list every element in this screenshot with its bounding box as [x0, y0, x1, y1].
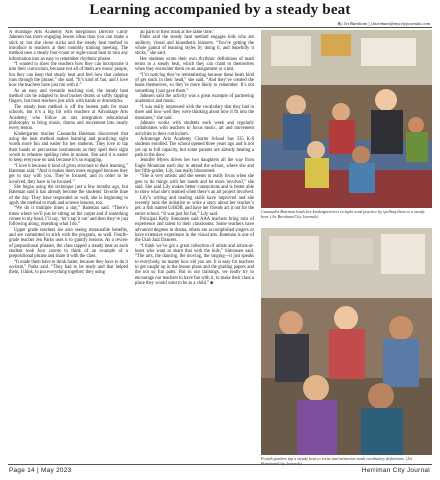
classroom-photo-fourth-grade [261, 228, 432, 455]
publication-name: Herriman City Journal [361, 467, 430, 474]
article-paragraph: “She is very artistic and she seems to really focus when she gets to do things with her hands and be more involved,” she said. She said Lily makes better connections and is better able to show what she’s learned when there’s an art project involved. [135, 174, 254, 196]
page-folio: Page 14 | May 2023 [9, 467, 72, 474]
article-paragraph: “I wanted to show the teachers how they can incorporate it into their curriculum, because not all of them are music people, but they can keep that steady beat and feel how that cadence runs through the phrase,” she said. “It’s kind of fun, and I love how the teachers have just run with it.” [9, 62, 128, 89]
article-paragraph: Principal Kelly Simonsen said AAA teachers bring tons of experience and talent to their classrooms. Some teachers have advanced degrees in drama, others are accomplished singers or have extensive experience in the visual arts. Bateman is one of the Utah Jazz Dancers. [135, 217, 254, 244]
article-paragraph: all parts of their brain at the same time.” [140, 30, 215, 35]
header-rule [8, 27, 432, 28]
article-paragraph: Jahnsen works with students each week and regularly collaborates with teachers to focus music, art and movement activities to their curriculum. [135, 120, 254, 137]
article-paragraph: She began using the technique just a few months ago, but Bateman said it has already become the students’ favorite time of the day. They have responded so well, she is beginning to apply the method to math and science lessons, too. [9, 184, 128, 206]
article-paragraph: “I’m noticing they’re remembering because these beats kind of get stuck in their head,” she said. “And they’ve created the beats themselves, so they’re more likely to remember. It’s not something I just gave them.” [135, 72, 254, 94]
article-paragraph: “We do it multiple times a day,” Bateman said. “There’s times where we’ll just be sitting on the carpet and if something comes to my head, I’ll say, ‘let’s tap it out’ and then they’re just following along, repeating what I do.” [9, 206, 128, 228]
article-paragraph: “It made them have to think faster, because they have to do it on-beat,” Parks said. “They had to be ready and that helped them, I think, to put everything together; they using [9, 259, 128, 276]
article-column-1 [9, 30, 128, 462]
article-paragraph: The steady beat method is off the beaten path for most schools, but it’s a big hit with teachers at Advantage Arts Academy, who follow an arts integration educational philosophy to bring music, drama and movement into nearly every lesson. [9, 104, 128, 132]
article-byline: By Jet Burnham | j.burnham@mycityjournals.com [337, 21, 430, 26]
article-paragraph: Lily’s writing and reading skills have improved and she recently took the initiative to write a story about her teacher’s pet, a fish named UrBDB, and have her friends act it out for the entire school. “It was just for fun,” Lily said. [135, 195, 254, 217]
article-paragraph: Advantage Arts Academy Charter School has 335 K-8 students enrolled. The school opened three years ago and is not yet up to full capacity, but some parents are already beating a path to the door. [135, 136, 254, 158]
article-paragraph: Kindergarten teacher Cassandra Bateman discovered that using the beat method makes learning and practicing sight words more fun and easier for her students. They love to tap their hands or percussion instruments as they spell their sight words to rehearse spelling rules in unison. She said it is easier to keep everyone on task because it’s so engaging. [9, 131, 128, 164]
article-paragraph: Upper grade teachers are also seeing measurable benefits, and are committed to stick with the program, as well. Fourth-grade teacher Jen Parks uses it to gamify lessons. As a review of prepositional phrases, the class tapped a steady beat as each student took four counts to think of an example of a prepositional phrase and share it with the class. [9, 227, 128, 260]
article-paragraph: Jahnsen said the activity was a great example of partnering academics and music. [135, 94, 254, 105]
article-paragraph: “I was really impressed with the vocabulary that they had in there and how well they were thinking about how it fit into the measures,” she said. [135, 104, 254, 121]
photo-caption-2: Fourth graders tap a steady beat to recite and memorize math vocabulary definitions. (Jet Burnham/City Journals) [261, 456, 413, 466]
article-paragraph: Her students wrote their own rhythmic definitions of math terms to a steady beat, which they can chant to themselves when they encounter them on an assignment or a test. [135, 56, 254, 73]
classroom-photo-kindergarten [261, 30, 432, 208]
article-column-2 [135, 30, 254, 462]
photo-caption-1: Cassandra Bateman leads her kindergarteners in sight word practice by spelling them to a steady beat. (Jet Burnham/City Journals) [261, 209, 425, 219]
footer-rule [8, 464, 432, 465]
article-paragraph: “I love it because it kind of gives structure to their learning,” Bateman said. “And it makes them more engaged because they get to stay with you. They’re focused, and in order to be involved, they have to be focused.” [9, 163, 128, 185]
article-paragraph: A dvantage Arts Academy Arts Integration Director Cindy Jahnsen has more engaging lesson ideas than you can shake a stick at; but she chose sticks and the steady beat method to introduce to teachers at their monthly training meeting. The method uses a steady four-count or eight-count beat to turn any information into an easy to remember rhythmic phrase. [9, 30, 128, 62]
article-paragraph: Parks said the steady beat method engages kids who are auditory, visual and kinesthetic learners. “You’re getting the whole gamut of learning styles by doing it, and hopefully it sticks,” she said. [135, 35, 254, 57]
article-paragraph: “I think we’ve got a great collection of artists and artists-at-heart who want to share that with the kids,” Simonsen said. “The arts, the dancing, the moving, the singing—it just speaks to everybody, no matter how old you are. It is easy for teachers to get caught up in the lesson plans and the grading papers and the not so fun parts. But in our trainings, we really try to encourage our teachers to have fun with it, to make their class a place they would want to be as a child.” ■ [135, 243, 254, 287]
article-paragraph: As an easy and versatile teaching tool, the steady beat method can be adapted to loud bucket drums or softly tapping fingers, but most teachers just stick with hands or drumsticks. [9, 88, 128, 105]
article-headline: Learning accompanied by a steady beat [89, 2, 351, 18]
article-paragraph: Jennifer Myers drives her two daughters all the way from Eagle Mountain each day to attend the school, where she and her fifth-grader, Lily, has really blossomed. [135, 158, 254, 174]
